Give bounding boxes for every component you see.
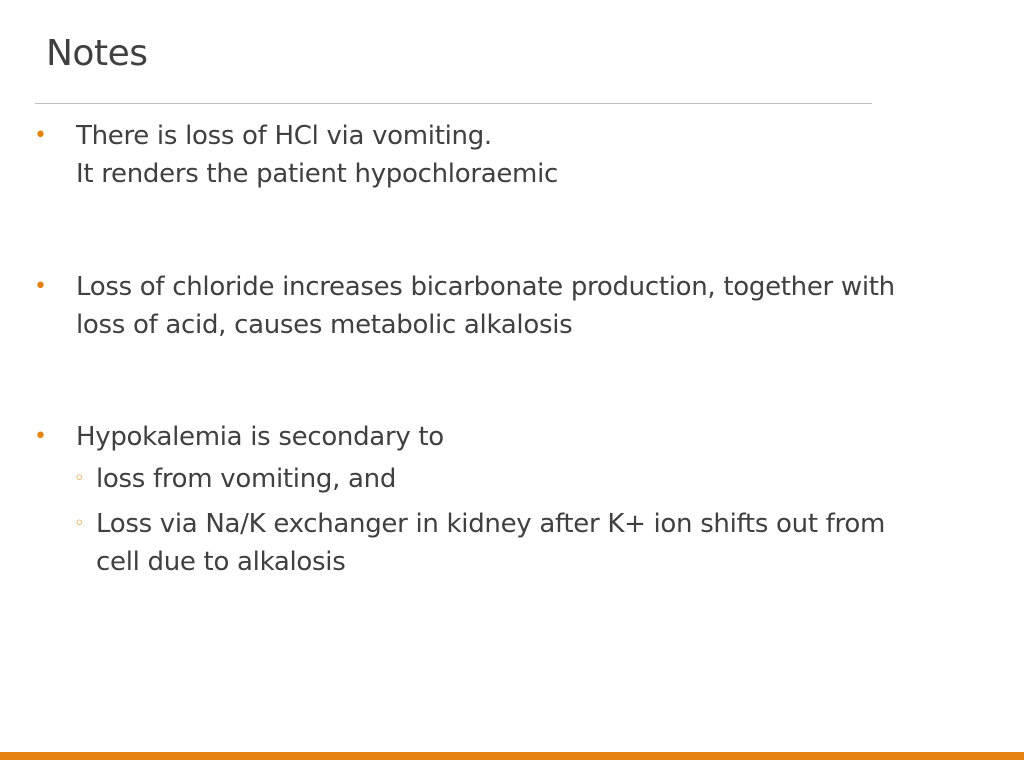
bullet-text-line: There is loss of HCl via vomiting. bbox=[76, 121, 492, 151]
title-divider bbox=[35, 103, 872, 104]
bullet-text-line: Loss of chloride increases bicarbonate production, together with bbox=[76, 272, 895, 302]
bullet-dot-icon: • bbox=[34, 274, 47, 299]
slide-title: Notes bbox=[46, 33, 148, 74]
footer-accent-bar bbox=[0, 752, 1024, 760]
bullet-text-line: Hypokalemia is secondary to bbox=[76, 422, 444, 452]
sub-bullet-text-line: Loss via Na/K exchanger in kidney after K+ ion shifts out from bbox=[96, 509, 885, 539]
sub-bullet-vomiting-loss bbox=[0, 460, 1000, 498]
bullet-dot-icon: • bbox=[34, 123, 47, 148]
sub-bullet-text-line: loss from vomiting, and bbox=[96, 464, 397, 494]
sub-bullet-circle-icon: ◦ bbox=[74, 513, 85, 534]
sub-bullet-text-line: cell due to alkalosis bbox=[96, 547, 346, 577]
sub-bullet-circle-icon: ◦ bbox=[74, 468, 85, 489]
bullet-item-hypokalemia bbox=[0, 418, 1000, 581]
bullet-item-chloride-loss bbox=[0, 268, 1000, 344]
bullet-text-line: loss of acid, causes metabolic alkalosis bbox=[76, 310, 573, 340]
bullet-text-line: It renders the patient hypochloraemic bbox=[76, 159, 558, 189]
bullet-dot-icon: • bbox=[34, 424, 47, 449]
sub-bullet-kidney-exchanger bbox=[0, 505, 1000, 581]
bullet-item-hcl-loss bbox=[0, 117, 1000, 193]
